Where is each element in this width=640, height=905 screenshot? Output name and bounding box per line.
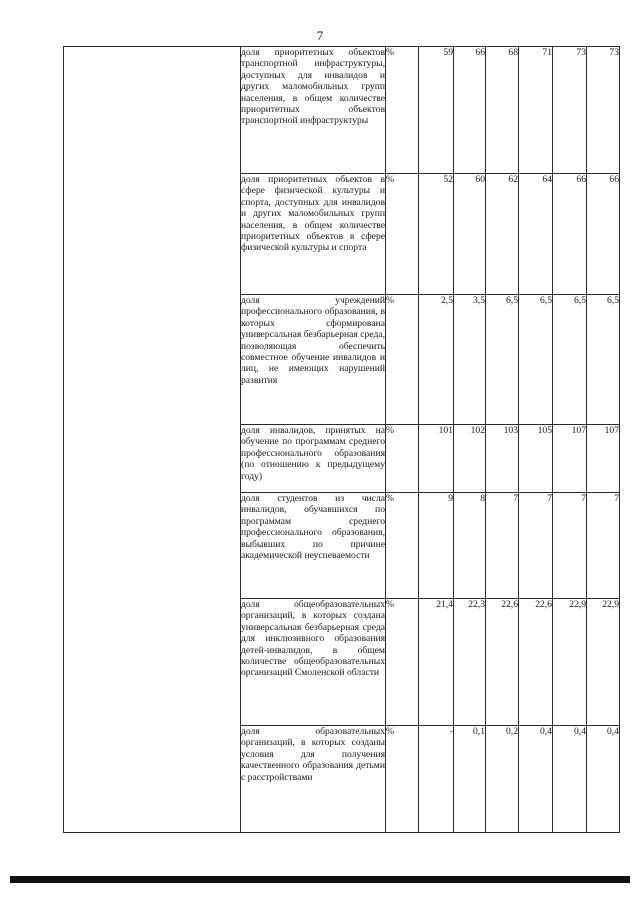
value-cell: 73 xyxy=(553,47,587,174)
value-cell: 22,9 xyxy=(553,599,587,726)
value-cell: 64 xyxy=(519,174,553,295)
value-cell: 7 xyxy=(486,493,519,599)
value-cell: 68 xyxy=(486,47,519,174)
value-cell: 107 xyxy=(587,425,620,493)
indicator-description: доля приоритетных объектов транспортной инфраструктуры, доступных для инвалидов и других маломобильных групп населения, в общем количестве приоритетных объектов транспортной инфраструктуры xyxy=(241,47,386,174)
value-cell: 66 xyxy=(553,174,587,295)
table-row xyxy=(64,47,620,174)
value-cell: 8 xyxy=(454,493,486,599)
unit-cell: % xyxy=(386,174,419,295)
value-cell: 7 xyxy=(519,493,553,599)
unit-cell: % xyxy=(386,726,419,833)
unit-cell: % xyxy=(386,493,419,599)
indicator-description: доля инвалидов, принятых на обучение по программам среднего профессионального образования (по отношению к предыдущему году) xyxy=(241,425,386,493)
unit-cell: % xyxy=(386,47,419,174)
bottom-border-bar xyxy=(10,876,630,883)
value-cell: 66 xyxy=(587,174,620,295)
value-cell: 66 xyxy=(454,47,486,174)
value-cell: 52 xyxy=(419,174,454,295)
value-cell: 0,2 xyxy=(486,726,519,833)
value-cell: 6,5 xyxy=(486,295,519,425)
value-cell: 0,4 xyxy=(519,726,553,833)
unit-cell: % xyxy=(386,295,419,425)
indicator-description: доля учреждений профессионального образования, в которых сформирована универсальная безбарьерная среда, позволяющая обеспечить совместное обучение инвалидов и лиц, не имеющих нарушений развития xyxy=(241,295,386,425)
value-cell: 105 xyxy=(519,425,553,493)
value-cell: 21,4 xyxy=(419,599,454,726)
value-cell: 3,5 xyxy=(454,295,486,425)
value-cell: 7 xyxy=(587,493,620,599)
value-cell: 107 xyxy=(553,425,587,493)
value-cell: 7 xyxy=(553,493,587,599)
unit-cell: % xyxy=(386,599,419,726)
indicator-description: доля образовательных организаций, в которых созданы условия для получения качественного образования детьми с расстройствами xyxy=(241,726,386,833)
value-cell: 0,4 xyxy=(587,726,620,833)
value-cell: 22,6 xyxy=(519,599,553,726)
value-cell: 6,5 xyxy=(587,295,620,425)
value-cell: 103 xyxy=(486,425,519,493)
value-cell: 2,5 xyxy=(419,295,454,425)
value-cell: 62 xyxy=(486,174,519,295)
table-body xyxy=(64,47,620,833)
value-cell: 22,3 xyxy=(454,599,486,726)
value-cell: 102 xyxy=(454,425,486,493)
value-cell: 6,5 xyxy=(553,295,587,425)
value-cell: 22,6 xyxy=(486,599,519,726)
value-cell: 101 xyxy=(419,425,454,493)
value-cell: 6,5 xyxy=(519,295,553,425)
value-cell: 71 xyxy=(519,47,553,174)
value-cell: 0,4 xyxy=(553,726,587,833)
value-cell: 0,1 xyxy=(454,726,486,833)
value-cell: 59 xyxy=(419,47,454,174)
page-number: 7 xyxy=(316,28,324,43)
value-cell: - xyxy=(419,726,454,833)
indicator-description: доля общеобразовательных организаций, в которых создана универсальная безбарьерная среда для инклюзивного образования детей-инвалидов, в общем количестве общеобразовательных организаций Смоленской области xyxy=(241,599,386,726)
value-cell: 73 xyxy=(587,47,620,174)
indicator-description: доля приоритетных объектов в сфере физической культуры и спорта, доступных для инвалидов и других маломобильных групп населения, в общем количестве приоритетных объектов в сфере физической культуры и спорта xyxy=(241,174,386,295)
value-cell: 22,9 xyxy=(587,599,620,726)
unit-cell: % xyxy=(386,425,419,493)
value-cell: 9 xyxy=(419,493,454,599)
indicators-table xyxy=(63,46,620,833)
empty-left-column xyxy=(64,47,241,833)
indicator-description: доля студентов из числа инвалидов, обучавшихся по программам среднего профессионального образования, выбывших по причине академической неуспеваемости xyxy=(241,493,386,599)
value-cell: 60 xyxy=(454,174,486,295)
